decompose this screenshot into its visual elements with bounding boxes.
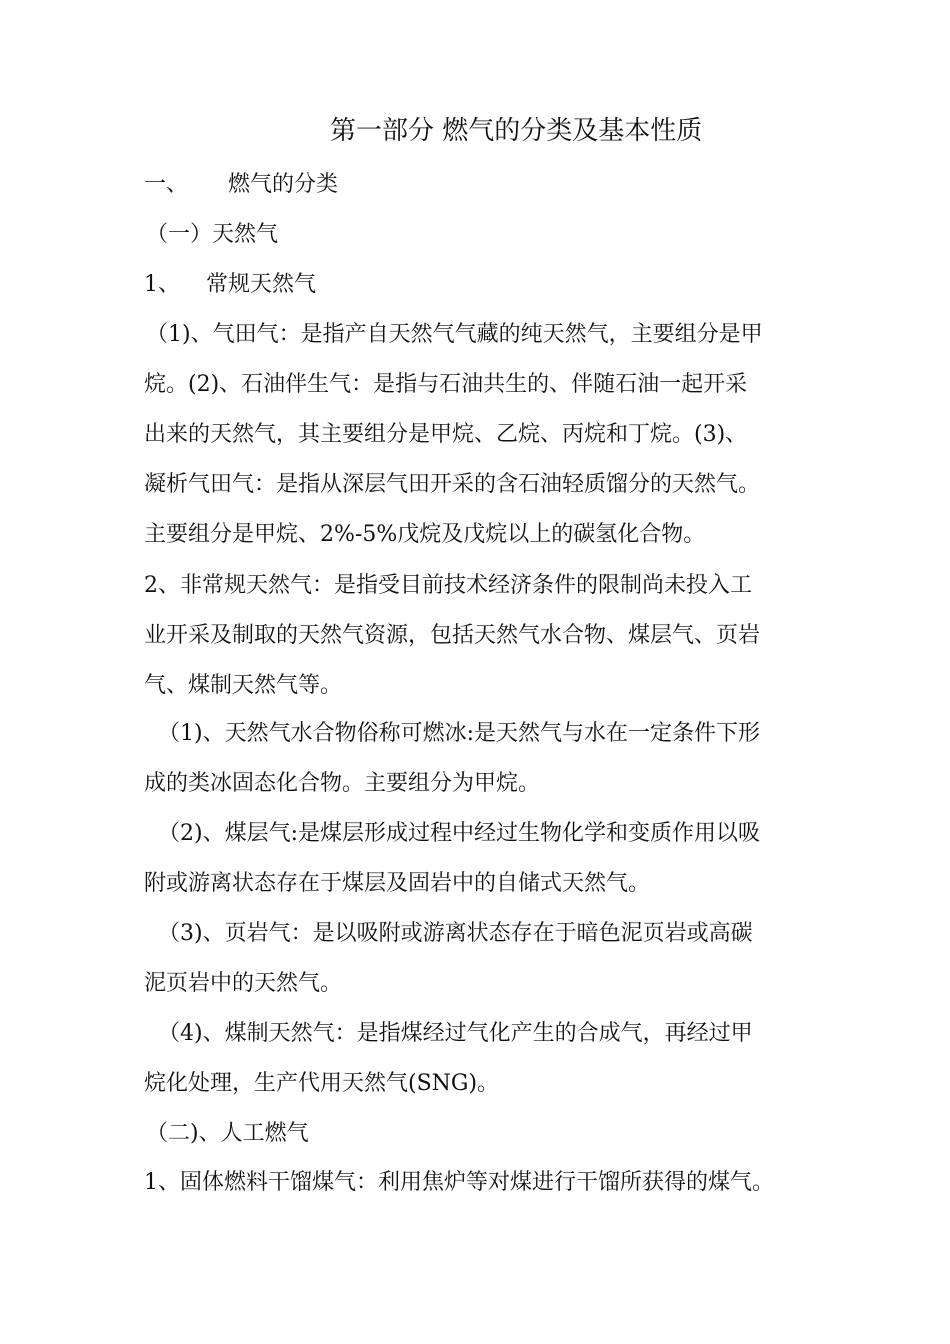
paragraph-line: （4)、煤制天然气：是指煤经过气化产生的合成气，再经过甲 [158,1021,753,1046]
item-heading [144,270,816,300]
section-heading [144,170,816,200]
paragraph-line: 1、固体燃料干馏煤气：利用焦炉等对煤进行干馏所获得的煤气。 [144,1170,774,1195]
paragraph-line: 主要组分是甲烷、2%-5%戊烷及戊烷以上的碳氢化合物。 [144,522,706,547]
paragraph-line: 泥页岩中的天然气。 [144,971,343,996]
paragraph-line: 凝析气田气：是指从深层气田开采的含石油轻质馏分的天然气。 [144,472,761,497]
paragraph-line: 成的类冰固态化合物。主要组分为甲烷。 [144,771,541,796]
paragraph-line: 出来的天然气，其主要组分是甲烷、乙烷、丙烷和丁烷。(3)、 [144,422,748,447]
paragraph-line: （3)、页岩气：是以吸附或游离状态存在于暗色泥页岩或高碳 [158,921,753,946]
section-title: 燃气的分类 [228,172,339,197]
subsection-heading: （一）天然气 [146,222,279,247]
paragraph-line: （1)、气田气：是指产自天然气气藏的纯天然气，主要组分是甲 [146,322,763,347]
paragraph-line: （2)、煤层气:是煤层形成过程中经过生物化学和变质作用以吸 [158,821,760,846]
item-number: 1、 [144,272,180,297]
item-title: 常规天然气 [206,272,317,297]
paragraph-line: （1)、天然气水合物俗称可燃冰:是天然气与水在一定条件下形 [158,721,760,746]
page-title: 第一部分 燃气的分类及基本性质 [330,116,703,146]
paragraph-line: 附或游离状态存在于煤层及固岩中的自储式天然气。 [144,871,651,896]
subsection-heading: （二)、人工燃气 [146,1121,309,1146]
paragraph-line: 2、非常规天然气：是指受目前技术经济条件的限制尚未投入工 [144,573,752,598]
paragraph-line: 烷化处理，生产代用天然气(SNG)。 [144,1071,500,1096]
paragraph-line: 气、煤制天然气等。 [144,673,343,698]
section-number: 一、 [144,172,189,197]
paragraph-line: 烷。(2)、石油伴生气：是指与石油共生的、伴随石油一起开采 [144,372,748,397]
paragraph-line: 业开采及制取的天然气资源，包括天然气水合物、煤层气、页岩 [144,623,761,648]
